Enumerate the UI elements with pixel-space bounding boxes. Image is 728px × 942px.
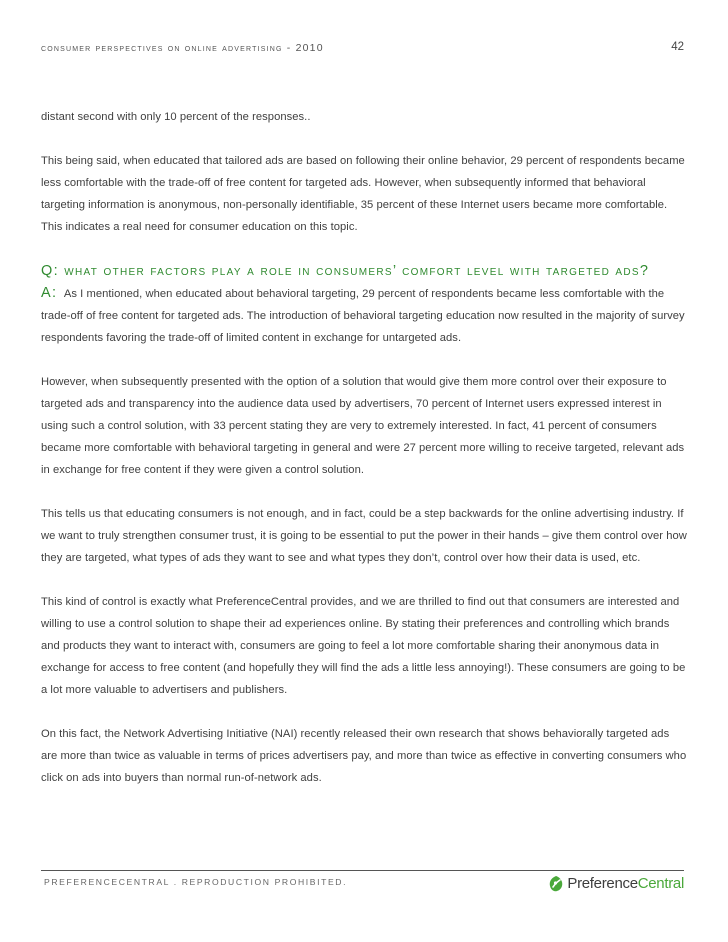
answer-prefix: A: <box>41 285 58 301</box>
answer-text: As I mentioned, when educated about behavioral targeting, 29 percent of respondents became less comfortable with the trade-off of free content for targeted ads. The introduction of behavioral targeting education now resulted in the majority of survey respondents favoring the trade-off of limited content in exchange for untargeted ads. <box>41 288 685 344</box>
answer <box>41 282 687 349</box>
qa-block <box>41 260 687 349</box>
paragraph-4: This tells us that educating consumers is not enough, and in fact, could be a step backwards for the online advertising industry. If we want to truly strengthen consumer trust, it is going to be essential to put the power in their hands – give them control over how they are targeted, what types of ads they want to see and what types they don’t, control over how their data is used, etc. <box>41 508 687 564</box>
page-header <box>41 42 684 58</box>
paragraph-5: This kind of control is exactly what PreferenceCentral provides, and we are thrilled to find out that consumers are interested and willing to use a control solution to shape their ad experiences online. By stating their preferences and controlling which brands and products they want to interact with, consumers are going to feel a lot more comfortable sharing their anonymous data in exchange for access to free content (and hopefully they will find the ads a little less annoying!). These consumers are going to be a lot more valuable to advertisers and publishers. <box>41 596 686 696</box>
logo-wordmark <box>567 873 684 895</box>
paragraph-3: However, when subsequently presented with the option of a solution that would give them more control over their exposure to targeted ads and transparency into the audience data used by advertisers, 70 percent of Internet users expressed interest in using such a control solution, with 33 percent stating they are very to extremely interested. In fact, 41 percent of consumers became more comfortable with behavioral targeting in general and were 27 percent more willing to receive targeted, relevant ads in exchange for free content if they were given a control solution. <box>41 376 685 476</box>
paragraph-6: On this fact, the Network Advertising Initiative (NAI) recently released their own research that shows behaviorally targeted ads are more than twice as valuable in terms of prices advertisers pay, and more than twice as effective in converting consumers who click on ads into buyers than normal run-of-network ads. <box>41 728 687 784</box>
footer-divider <box>41 870 684 871</box>
logo-word-preference: Preference <box>567 875 638 892</box>
question-text: what other factors play a role in consumers’ comfort level with targeted ads? <box>64 263 650 279</box>
question-prefix: Q: <box>41 263 59 279</box>
paragraph-2: This being said, when educated that tailored ads are based on following their online behavior, 29 percent of respondents became less comfortable with the trade-off of free content for targeted ads. However, when subsequently informed that behavioral targeting information is anonymous, non-personally identifiable, 35 percent of these Internet users became more comfortable. This indicates a real need for consumer education on this topic. <box>41 155 685 233</box>
preferencecentral-logo <box>548 873 684 895</box>
footer-copyright: PREFERENCECENTRAL . REPRODUCTION PROHIBITED. <box>44 877 348 887</box>
question-line <box>41 260 687 282</box>
preferencecentral-leaf-icon <box>548 875 564 893</box>
body-text <box>41 106 687 811</box>
logo-word-central: Central <box>637 875 684 892</box>
page-number: 42 <box>671 41 684 53</box>
header-title: consumer perspectives on online advertising - 2010 <box>41 42 324 54</box>
paragraph-1: distant second with only 10 percent of the responses.. <box>41 111 311 123</box>
